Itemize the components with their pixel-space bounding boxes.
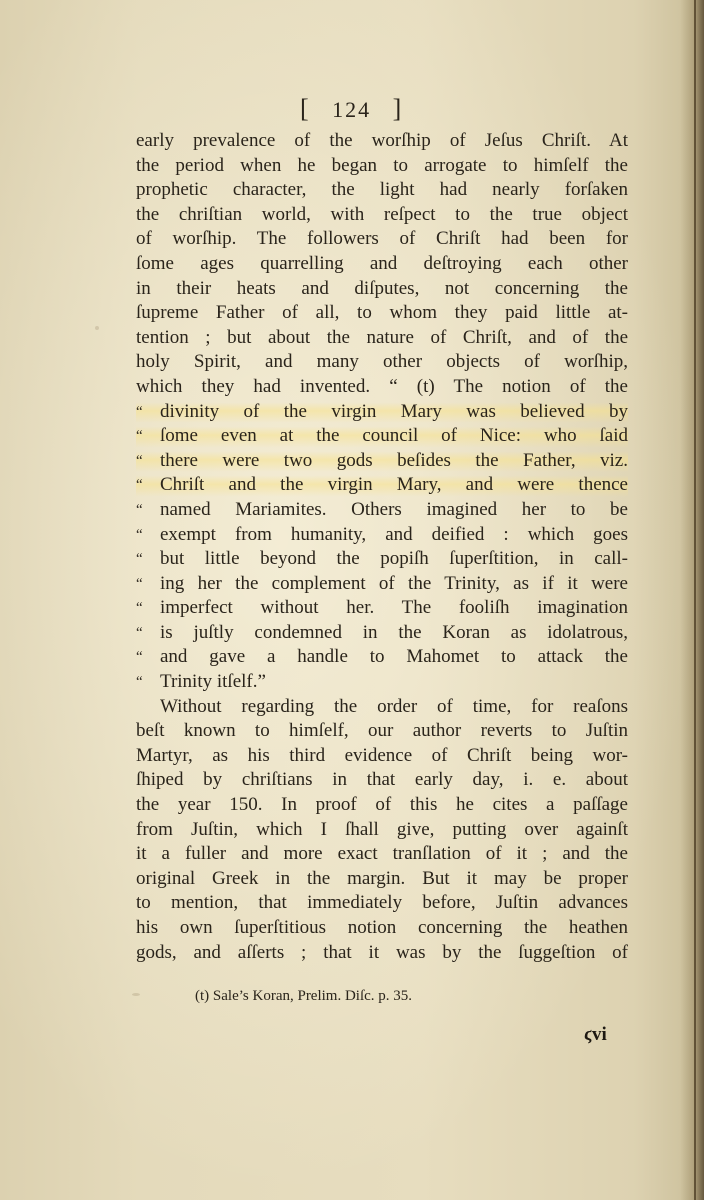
line-text: from Juſtin, which I ſhall give, putting over againſt (136, 818, 628, 840)
text-line (136, 523, 628, 548)
page-edge (694, 0, 696, 1200)
text-line (136, 818, 628, 843)
text-line (136, 621, 628, 646)
line-text: ſome ages quarrelling and deſtroying each other (136, 252, 628, 274)
line-text: ing her the complement of the Trinity, as if it were (160, 572, 628, 594)
text-line (136, 227, 628, 252)
line-text: but little beyond the popiſh ſuperſtition, in call- (160, 548, 628, 570)
paper-spot (95, 326, 99, 330)
line-text: beſt known to himſelf, our author reverts to Juſtin (136, 720, 628, 742)
line-text: the year 150. In proof of this he cites a paſſage (136, 794, 628, 816)
line-text: Without regarding the order of time, for reaſons (160, 695, 628, 717)
line-text: holy Spirit, and many other objects of worſhip, (136, 351, 628, 373)
paper-spot (132, 993, 140, 996)
line-text: tention ; but about the nature of Chriſt, and of the (136, 326, 628, 348)
quote-mark: “ (136, 452, 143, 469)
text-line (136, 596, 628, 621)
text-line (136, 670, 628, 695)
quote-mark: “ (136, 624, 143, 641)
quote-mark: “ (136, 526, 143, 543)
line-text: ſhiped by chriſtians in that early day, i. e. about (136, 769, 628, 791)
line-text: named Mariamites. Others imagined her to be (160, 498, 628, 520)
quote-mark: “ (136, 477, 143, 494)
line-text: gods, and aſſerts ; that it was by the ſuggeſtion of (136, 941, 628, 963)
text-line (136, 498, 628, 523)
footnote: (t) Sale’s Koran, Prelim. Diſc. p. 35. (195, 988, 413, 1004)
text-line (136, 154, 628, 179)
text-line (136, 916, 628, 941)
text-line (136, 326, 628, 351)
line-text: exempt from humanity, and deified : which goes (160, 523, 628, 545)
text-line (136, 842, 628, 867)
text-line (136, 572, 628, 597)
line-text: in their heats and diſputes, not concerning the (136, 277, 628, 299)
line-text: the chriſtian world, with reſpect to the true object (136, 203, 628, 225)
catchword: ϛvi (584, 1024, 607, 1045)
quote-mark: “ (136, 428, 143, 445)
page-number: 124 (332, 97, 372, 122)
text-line (136, 793, 628, 818)
line-text: the period when he began to arrogate to himſelf the (136, 154, 628, 176)
quote-mark: “ (136, 649, 143, 666)
text-line (136, 891, 628, 916)
header-open-bracket: [ (300, 94, 311, 123)
text-line (136, 252, 628, 277)
header-close-bracket: ] (392, 94, 404, 123)
text-line (136, 941, 628, 966)
text-line (136, 768, 628, 793)
line-text: and gave a handle to Mahomet to attack the (160, 646, 628, 668)
quote-mark: “ (136, 575, 143, 592)
quote-mark: “ (136, 501, 143, 518)
text-line (136, 547, 628, 572)
line-text: original Greek in the margin. But it may be proper (136, 867, 628, 889)
line-text: ſome even at the council of Nice: who ſaid (160, 425, 628, 447)
line-text: prophetic character, the light had nearly forſaken (136, 179, 628, 201)
text-line (136, 350, 628, 375)
text-line (136, 744, 628, 769)
text-line (136, 178, 628, 203)
line-text: divinity of the virgin Mary was believed by (160, 400, 628, 422)
line-text: which they had invented. “ (t) The notion of the (136, 375, 628, 397)
quote-mark: “ (136, 674, 143, 691)
line-text: of worſhip. The followers of Chriſt had been for (136, 228, 628, 250)
text-line (136, 695, 628, 720)
line-text: imperfect without her. The fooliſh imagination (160, 597, 628, 619)
line-text: to mention, that immediately before, Juſtin advances (136, 892, 628, 914)
line-text: ſupreme Father of all, to whom they paid little at- (136, 302, 628, 324)
line-text: is juſtly condemned in the Koran as idolatrous, (160, 621, 628, 643)
text-line (136, 301, 628, 326)
text-line (136, 719, 628, 744)
page-header (300, 94, 460, 124)
text-line (136, 473, 628, 498)
quote-mark: “ (136, 551, 143, 568)
text-line (136, 203, 628, 228)
line-text: Martyr, as his third evidence of Chriſt being wor- (136, 744, 628, 766)
line-text: Chriſt and the virgin Mary, and were thence (160, 474, 628, 496)
body-text (136, 129, 628, 965)
quote-mark: “ (136, 600, 143, 617)
text-line (136, 645, 628, 670)
text-line (136, 375, 628, 400)
quote-mark: “ (136, 403, 143, 420)
line-text: there were two gods beſides the Father, viz. (160, 449, 628, 471)
text-line (136, 400, 628, 425)
page-spine-shadow (680, 0, 704, 1200)
line-text: Trinity itſelf.” (160, 671, 266, 693)
text-line (136, 277, 628, 302)
line-text: it a fuller and more exact tranſlation of it ; and the (136, 843, 628, 865)
text-line (136, 449, 628, 474)
text-line (136, 424, 628, 449)
line-text: his own ſuperſtitious notion concerning the heathen (136, 917, 628, 938)
text-line (136, 129, 628, 154)
text-line (136, 867, 628, 892)
line-text: early prevalence of the worſhip of Jeſus Chriſt. At (136, 130, 628, 151)
